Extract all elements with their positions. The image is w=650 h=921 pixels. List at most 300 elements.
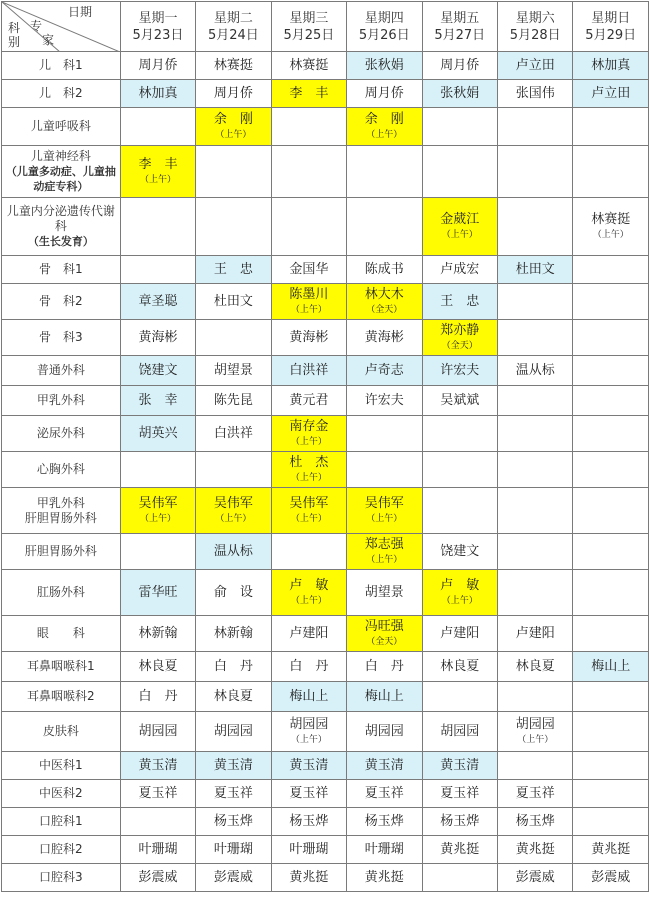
schedule-cell <box>196 780 271 808</box>
schedule-row <box>2 836 649 864</box>
doctor-name: 王 忠 <box>213 261 253 277</box>
schedule-cell <box>120 752 195 780</box>
doctor-name: 黄海彬 <box>289 329 329 345</box>
schedule-cell <box>422 808 497 836</box>
schedule-cell <box>271 52 346 80</box>
schedule-cell <box>573 284 649 320</box>
doctor-name: 胡英兴 <box>138 425 178 441</box>
schedule-cell <box>422 488 497 534</box>
department-name: 口腔科3 <box>39 870 83 884</box>
schedule-cell <box>422 780 497 808</box>
schedule-cell <box>422 256 497 284</box>
schedule-cell <box>573 108 649 146</box>
department-name: 骨 科3 <box>39 330 83 344</box>
doctor-name: 卢奇志 <box>364 362 404 378</box>
doctor-name: 陈墨川 <box>289 287 329 302</box>
weekday-label: 星期三 <box>289 10 329 26</box>
day-header-1 <box>120 2 195 52</box>
department-cell <box>2 488 121 534</box>
schedule-cell <box>120 808 195 836</box>
department-cell <box>2 808 121 836</box>
doctor-name: 胡望景 <box>364 584 404 600</box>
doctor-name: 卢 敏 <box>440 578 480 593</box>
doctor-name: 夏玉祥 <box>515 785 555 801</box>
department-cell <box>2 356 121 386</box>
doctor-name: 卢 敏 <box>289 578 329 593</box>
session-note: （上午） <box>290 596 327 606</box>
department-name: 中医科2 <box>39 786 83 800</box>
department-cell <box>2 712 121 752</box>
schedule-cell <box>422 452 497 488</box>
department-cell <box>2 80 121 108</box>
doctor-name: 李 丰 <box>289 85 329 101</box>
doctor-name: 白 丹 <box>289 658 329 674</box>
schedule-cell <box>196 616 271 652</box>
date-label: 5月28日 <box>509 27 561 43</box>
schedule-cell <box>120 386 195 416</box>
department-name: 眼 科 <box>36 626 85 640</box>
doctor-name: 南存金 <box>289 419 329 434</box>
schedule-cell <box>271 712 346 752</box>
schedule-cell <box>271 864 346 892</box>
schedule-cell <box>497 616 572 652</box>
schedule-cell <box>573 256 649 284</box>
schedule-cell <box>347 534 422 570</box>
schedule-cell <box>120 534 195 570</box>
department-name: 儿童神经科 <box>30 149 91 163</box>
duty-schedule-table <box>1 1 649 892</box>
schedule-cell <box>422 836 497 864</box>
schedule-cell <box>120 416 195 452</box>
schedule-cell <box>271 616 346 652</box>
corner-dept-label-1: 科 <box>8 21 21 35</box>
schedule-cell <box>347 570 422 616</box>
doctor-name: 黄玉清 <box>138 757 178 773</box>
doctor-name: 林良夏 <box>440 658 480 674</box>
schedule-row <box>2 752 649 780</box>
schedule-cell <box>271 488 346 534</box>
session-note: （全天） <box>441 341 478 351</box>
schedule-cell <box>120 864 195 892</box>
doctor-name: 张 幸 <box>138 392 178 408</box>
schedule-cell <box>573 752 649 780</box>
schedule-cell <box>120 682 195 712</box>
doctor-name: 黄兆挺 <box>515 841 555 857</box>
schedule-cell <box>347 712 422 752</box>
doctor-name: 吴伟军 <box>364 496 404 511</box>
date-label: 5月26日 <box>358 27 410 43</box>
doctor-name: 林新翰 <box>138 625 178 641</box>
doctor-name: 吴斌斌 <box>440 392 480 408</box>
schedule-cell <box>271 682 346 712</box>
schedule-cell <box>422 320 497 356</box>
doctor-name: 黄玉清 <box>440 757 480 773</box>
session-note: （上午） <box>441 230 478 240</box>
schedule-cell <box>573 416 649 452</box>
schedule-cell <box>120 52 195 80</box>
schedule-cell <box>196 570 271 616</box>
doctor-name: 白 丹 <box>213 658 253 674</box>
header-row <box>2 2 649 52</box>
schedule-cell <box>196 256 271 284</box>
schedule-cell <box>196 836 271 864</box>
doctor-name: 梅山上 <box>364 688 404 704</box>
weekday-label: 星期六 <box>515 10 555 26</box>
schedule-row <box>2 712 649 752</box>
department-subtitle: （儿童多动症、儿童抽动症专科） <box>5 165 116 193</box>
doctor-name: 胡园园 <box>289 717 329 732</box>
session-note: （上午） <box>290 305 327 315</box>
session-note: （上午） <box>441 596 478 606</box>
schedule-cell <box>271 534 346 570</box>
doctor-name: 叶珊瑚 <box>289 841 329 857</box>
doctor-name: 雷华旺 <box>138 584 178 600</box>
doctor-name: 黄元君 <box>289 392 329 408</box>
schedule-row <box>2 198 649 256</box>
schedule-cell <box>271 416 346 452</box>
schedule-row <box>2 146 649 198</box>
schedule-cell <box>271 452 346 488</box>
schedule-cell <box>497 452 572 488</box>
schedule-cell <box>422 682 497 712</box>
schedule-cell <box>271 752 346 780</box>
schedule-cell <box>347 108 422 146</box>
department-cell <box>2 256 121 284</box>
schedule-row <box>2 616 649 652</box>
schedule-row <box>2 356 649 386</box>
schedule-cell <box>497 864 572 892</box>
schedule-cell <box>347 52 422 80</box>
doctor-name: 卢建阳 <box>515 625 555 641</box>
schedule-row <box>2 864 649 892</box>
department-name: 中医科1 <box>39 758 83 772</box>
doctor-name: 金葳江 <box>440 212 480 227</box>
doctor-name: 余 刚 <box>364 112 404 127</box>
schedule-cell <box>347 146 422 198</box>
schedule-cell <box>120 616 195 652</box>
doctor-name: 许宏夫 <box>440 362 480 378</box>
schedule-cell <box>347 808 422 836</box>
doctor-name: 彭震威 <box>591 869 631 885</box>
doctor-name: 黄玉清 <box>289 757 329 773</box>
session-note: （上午） <box>366 130 403 140</box>
schedule-cell <box>196 452 271 488</box>
day-header-2 <box>196 2 271 52</box>
schedule-cell <box>196 52 271 80</box>
schedule-row <box>2 534 649 570</box>
doctor-name: 温从标 <box>515 362 555 378</box>
department-name: 骨 科1 <box>39 262 83 276</box>
doctor-name: 夏玉祥 <box>289 785 329 801</box>
doctor-name: 林良夏 <box>138 658 178 674</box>
doctor-name: 吴伟军 <box>138 496 178 511</box>
schedule-cell <box>120 108 195 146</box>
schedule-row <box>2 570 649 616</box>
schedule-cell <box>120 284 195 320</box>
department-name: 皮肤科 <box>42 724 79 738</box>
schedule-cell <box>573 198 649 256</box>
doctor-name: 张国伟 <box>515 85 555 101</box>
schedule-row <box>2 416 649 452</box>
schedule-cell <box>422 386 497 416</box>
weekday-label: 星期一 <box>138 10 178 26</box>
day-header-4 <box>347 2 422 52</box>
schedule-cell <box>271 108 346 146</box>
schedule-cell <box>422 108 497 146</box>
schedule-cell <box>497 488 572 534</box>
date-label: 5月27日 <box>434 27 486 43</box>
doctor-name: 王 忠 <box>440 293 480 309</box>
schedule-cell <box>497 534 572 570</box>
schedule-cell <box>573 386 649 416</box>
schedule-cell <box>271 836 346 864</box>
schedule-cell <box>271 570 346 616</box>
doctor-name: 林良夏 <box>213 688 253 704</box>
schedule-cell <box>497 52 572 80</box>
schedule-cell <box>573 712 649 752</box>
department-cell <box>2 146 121 198</box>
schedule-cell <box>347 386 422 416</box>
doctor-name: 胡望景 <box>213 362 253 378</box>
session-note: （上午） <box>290 735 327 745</box>
schedule-cell <box>120 452 195 488</box>
schedule-cell <box>422 570 497 616</box>
department-cell <box>2 386 121 416</box>
schedule-cell <box>497 108 572 146</box>
doctor-name: 林大木 <box>364 287 404 302</box>
schedule-row <box>2 80 649 108</box>
schedule-cell <box>120 256 195 284</box>
schedule-cell <box>347 652 422 682</box>
corner-header-cell <box>2 2 121 52</box>
department-name: 口腔科2 <box>39 842 83 856</box>
doctor-name: 吴伟军 <box>289 496 329 511</box>
session-note: （全天） <box>366 305 403 315</box>
schedule-cell <box>271 80 346 108</box>
schedule-cell <box>573 80 649 108</box>
schedule-cell <box>347 198 422 256</box>
schedule-cell <box>497 80 572 108</box>
schedule-cell <box>573 808 649 836</box>
session-note: （全天） <box>366 637 403 647</box>
schedule-cell <box>271 146 346 198</box>
schedule-cell <box>497 682 572 712</box>
schedule-cell <box>120 488 195 534</box>
corner-expert-label-1: 专 <box>30 19 43 33</box>
doctor-name: 胡园园 <box>213 723 253 739</box>
doctor-name: 彭震威 <box>213 869 253 885</box>
doctor-name: 黄海彬 <box>138 329 178 345</box>
doctor-name: 李 丰 <box>138 157 178 172</box>
schedule-cell <box>573 488 649 534</box>
doctor-name: 章圣聪 <box>138 293 178 309</box>
day-header-6 <box>497 2 572 52</box>
schedule-cell <box>120 570 195 616</box>
day-header-7 <box>573 2 649 52</box>
schedule-cell <box>347 284 422 320</box>
department-subtitle: （生长发育） <box>27 235 94 248</box>
schedule-cell <box>422 712 497 752</box>
schedule-cell <box>196 198 271 256</box>
doctor-name: 杨玉烨 <box>213 813 253 829</box>
department-cell <box>2 452 121 488</box>
doctor-name: 黄海彬 <box>364 329 404 345</box>
doctor-name: 梅山上 <box>289 688 329 704</box>
doctor-name: 叶珊瑚 <box>364 841 404 857</box>
department-cell <box>2 682 121 712</box>
session-note: （上午） <box>215 514 252 524</box>
doctor-name: 黄兆挺 <box>440 841 480 857</box>
date-label: 5月25日 <box>283 27 335 43</box>
doctor-name: 林新翰 <box>213 625 253 641</box>
schedule-cell <box>573 780 649 808</box>
schedule-cell <box>120 836 195 864</box>
doctor-name: 周月侨 <box>364 85 404 101</box>
schedule-cell <box>120 712 195 752</box>
schedule-cell <box>497 570 572 616</box>
schedule-cell <box>422 146 497 198</box>
department-name: 甲乳外科 <box>36 495 85 510</box>
schedule-cell <box>347 752 422 780</box>
doctor-name: 彭震威 <box>515 869 555 885</box>
schedule-cell <box>120 146 195 198</box>
schedule-cell <box>196 80 271 108</box>
doctor-name: 白洪祥 <box>213 425 253 441</box>
schedule-cell <box>347 780 422 808</box>
schedule-row <box>2 284 649 320</box>
doctor-name: 林加真 <box>138 85 178 101</box>
schedule-cell <box>271 198 346 256</box>
schedule-cell <box>347 682 422 712</box>
schedule-cell <box>271 808 346 836</box>
schedule-cell <box>573 682 649 712</box>
doctor-name: 周月侨 <box>138 57 178 73</box>
doctor-name: 彭震威 <box>138 869 178 885</box>
schedule-cell <box>271 652 346 682</box>
doctor-name: 胡园园 <box>515 717 555 732</box>
doctor-name: 胡园园 <box>138 723 178 739</box>
doctor-name: 卢立田 <box>591 85 631 101</box>
schedule-cell <box>497 320 572 356</box>
doctor-name: 叶珊瑚 <box>213 841 253 857</box>
schedule-cell <box>497 198 572 256</box>
schedule-cell <box>497 836 572 864</box>
doctor-name: 黄玉清 <box>213 757 253 773</box>
doctor-name: 白洪祥 <box>289 362 329 378</box>
schedule-cell <box>497 386 572 416</box>
doctor-name: 陈先昆 <box>213 392 253 408</box>
department-name: 儿 科1 <box>39 58 83 72</box>
department-name: 儿 科2 <box>39 86 83 100</box>
schedule-cell <box>196 284 271 320</box>
department-cell <box>2 284 121 320</box>
doctor-name: 卢成宏 <box>440 261 480 277</box>
schedule-cell <box>347 356 422 386</box>
department-cell <box>2 836 121 864</box>
schedule-cell <box>497 256 572 284</box>
session-note: （上午） <box>139 175 176 185</box>
schedule-cell <box>347 836 422 864</box>
schedule-cell <box>573 534 649 570</box>
schedule-cell <box>497 780 572 808</box>
department-cell <box>2 780 121 808</box>
doctor-name: 杨玉烨 <box>440 813 480 829</box>
schedule-cell <box>422 864 497 892</box>
schedule-cell <box>497 652 572 682</box>
doctor-name: 郑亦静 <box>440 323 480 338</box>
schedule-cell <box>196 534 271 570</box>
schedule-row <box>2 386 649 416</box>
doctor-name: 夏玉祥 <box>138 785 178 801</box>
schedule-row <box>2 256 649 284</box>
doctor-name: 黄兆挺 <box>364 869 404 885</box>
schedule-cell <box>120 80 195 108</box>
schedule-cell <box>347 488 422 534</box>
schedule-cell <box>120 320 195 356</box>
schedule-cell <box>347 80 422 108</box>
doctor-name: 杨玉烨 <box>289 813 329 829</box>
session-note: （上午） <box>592 230 629 240</box>
schedule-cell <box>347 616 422 652</box>
doctor-name: 林良夏 <box>515 658 555 674</box>
corner-date-label: 日期 <box>68 5 93 19</box>
doctor-name: 卢建阳 <box>440 625 480 641</box>
department-cell <box>2 52 121 80</box>
schedule-cell <box>271 284 346 320</box>
schedule-cell <box>347 256 422 284</box>
schedule-cell <box>573 52 649 80</box>
doctor-name: 林加真 <box>591 57 631 73</box>
schedule-cell <box>422 534 497 570</box>
department-name: 耳鼻咽喉科1 <box>27 659 95 673</box>
schedule-row <box>2 652 649 682</box>
day-header-3 <box>271 2 346 52</box>
weekday-label: 星期二 <box>213 10 253 26</box>
department-cell <box>2 652 121 682</box>
schedule-cell <box>271 320 346 356</box>
schedule-row <box>2 452 649 488</box>
department-cell <box>2 198 121 256</box>
doctor-name: 林赛挺 <box>591 212 631 227</box>
schedule-cell <box>422 416 497 452</box>
corner-expert-label-2: 家 <box>42 33 55 47</box>
schedule-cell <box>573 616 649 652</box>
session-note: （上午） <box>290 473 327 483</box>
doctor-name: 胡园园 <box>440 723 480 739</box>
department-name: 肝胆胃肠外科 <box>24 544 97 558</box>
schedule-cell <box>422 198 497 256</box>
schedule-cell <box>497 284 572 320</box>
schedule-cell <box>573 452 649 488</box>
schedule-cell <box>422 356 497 386</box>
department-cell <box>2 570 121 616</box>
schedule-cell <box>120 780 195 808</box>
doctor-name: 夏玉祥 <box>364 785 404 801</box>
weekday-label: 星期五 <box>440 10 480 26</box>
schedule-cell <box>196 108 271 146</box>
doctor-name: 叶珊瑚 <box>138 841 178 857</box>
schedule-cell <box>271 356 346 386</box>
schedule-cell <box>271 780 346 808</box>
doctor-name: 夏玉祥 <box>213 785 253 801</box>
schedule-row <box>2 808 649 836</box>
schedule-row <box>2 780 649 808</box>
department-name: 耳鼻咽喉科2 <box>27 689 95 703</box>
doctor-name: 杜田文 <box>515 261 555 277</box>
doctor-name: 黄兆挺 <box>289 869 329 885</box>
schedule-cell <box>120 356 195 386</box>
schedule-cell <box>422 52 497 80</box>
